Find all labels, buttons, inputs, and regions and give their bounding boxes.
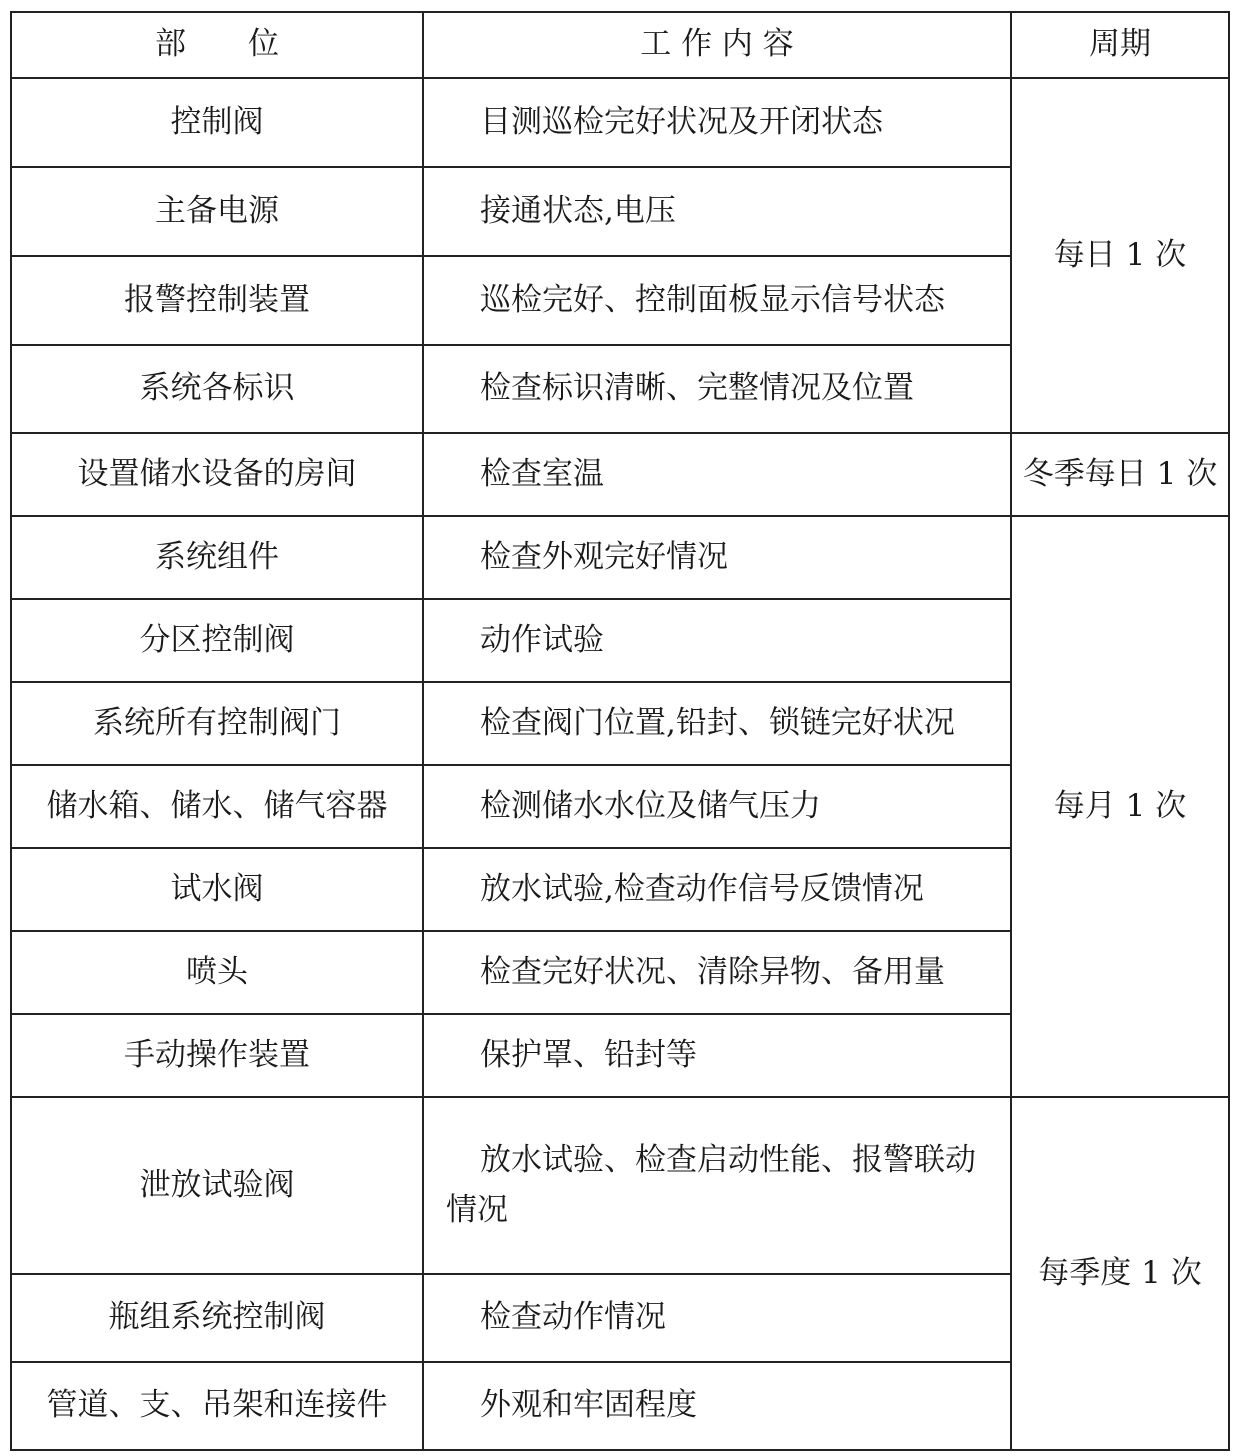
- header-part: 部 位: [11, 12, 423, 78]
- row-period: 每月 1 次: [1011, 516, 1229, 1097]
- row-part: 报警控制装置: [11, 256, 423, 345]
- row-work-text: 检测储水水位及储气压力: [480, 787, 821, 824]
- row-work-text: 目测巡检完好状况及开闭状态: [480, 103, 883, 140]
- row-work-text: 检查标识清晰、完整情况及位置: [480, 370, 914, 407]
- table-row: [11, 433, 1229, 516]
- row-work: [423, 345, 1011, 433]
- row-part: 泄放试验阀: [11, 1097, 423, 1274]
- table-row: [11, 78, 1229, 167]
- row-part: 系统所有控制阀门: [11, 682, 423, 765]
- row-work-text: 检查外观完好情况: [480, 538, 728, 575]
- row-work-text: 检查室温: [480, 455, 604, 492]
- row-work: [423, 256, 1011, 345]
- header-period: 周期: [1011, 12, 1229, 78]
- row-work-text: 动作试验: [480, 621, 604, 658]
- row-work: [423, 1362, 1011, 1450]
- row-period: 冬季每日 1 次: [1011, 433, 1229, 516]
- row-work-text: 巡检完好、控制面板显示信号状态: [480, 281, 945, 318]
- row-part: 系统组件: [11, 516, 423, 599]
- maintenance-schedule-table: [10, 11, 1230, 1451]
- row-part: 喷头: [11, 931, 423, 1014]
- row-work-text: 放水试验、检查启动性能、报警联动情况: [446, 1141, 976, 1228]
- row-period: 每日 1 次: [1011, 78, 1229, 433]
- row-work: [423, 1097, 1011, 1274]
- row-part: 试水阀: [11, 848, 423, 931]
- row-work: [423, 765, 1011, 848]
- row-work: [423, 599, 1011, 682]
- row-work: [423, 78, 1011, 167]
- row-work-text: 检查动作情况: [480, 1299, 666, 1336]
- row-work: [423, 1274, 1011, 1362]
- row-part: 储水箱、储水、储气容器: [11, 765, 423, 848]
- row-work-text: 保护罩、铅封等: [480, 1036, 697, 1073]
- row-work-text: 接通状态,电压: [480, 192, 676, 229]
- table-row: [11, 516, 1229, 599]
- row-part: 瓶组系统控制阀: [11, 1274, 423, 1362]
- row-work-text: 放水试验,检查动作信号反馈情况: [480, 870, 924, 907]
- row-work: [423, 1014, 1011, 1097]
- row-part: 管道、支、吊架和连接件: [11, 1362, 423, 1450]
- row-work: [423, 931, 1011, 1014]
- row-work: [423, 516, 1011, 599]
- row-part: 设置储水设备的房间: [11, 433, 423, 516]
- row-part: 分区控制阀: [11, 599, 423, 682]
- row-work: [423, 433, 1011, 516]
- row-work-text: 外观和牢固程度: [480, 1387, 697, 1424]
- row-period: 每季度 1 次: [1011, 1097, 1229, 1450]
- table-row: [11, 1097, 1229, 1274]
- row-work-text: 检查完好状况、清除异物、备用量: [480, 953, 945, 990]
- row-part: 控制阀: [11, 78, 423, 167]
- row-work: [423, 167, 1011, 256]
- header-work-content: 工 作 内 容: [423, 12, 1011, 78]
- row-part: 手动操作装置: [11, 1014, 423, 1097]
- row-part: 系统各标识: [11, 345, 423, 433]
- row-part: 主备电源: [11, 167, 423, 256]
- row-work-text: 检查阀门位置,铅封、锁链完好状况: [480, 704, 955, 741]
- row-work: [423, 682, 1011, 765]
- table-header-row: [11, 12, 1229, 78]
- row-work: [423, 848, 1011, 931]
